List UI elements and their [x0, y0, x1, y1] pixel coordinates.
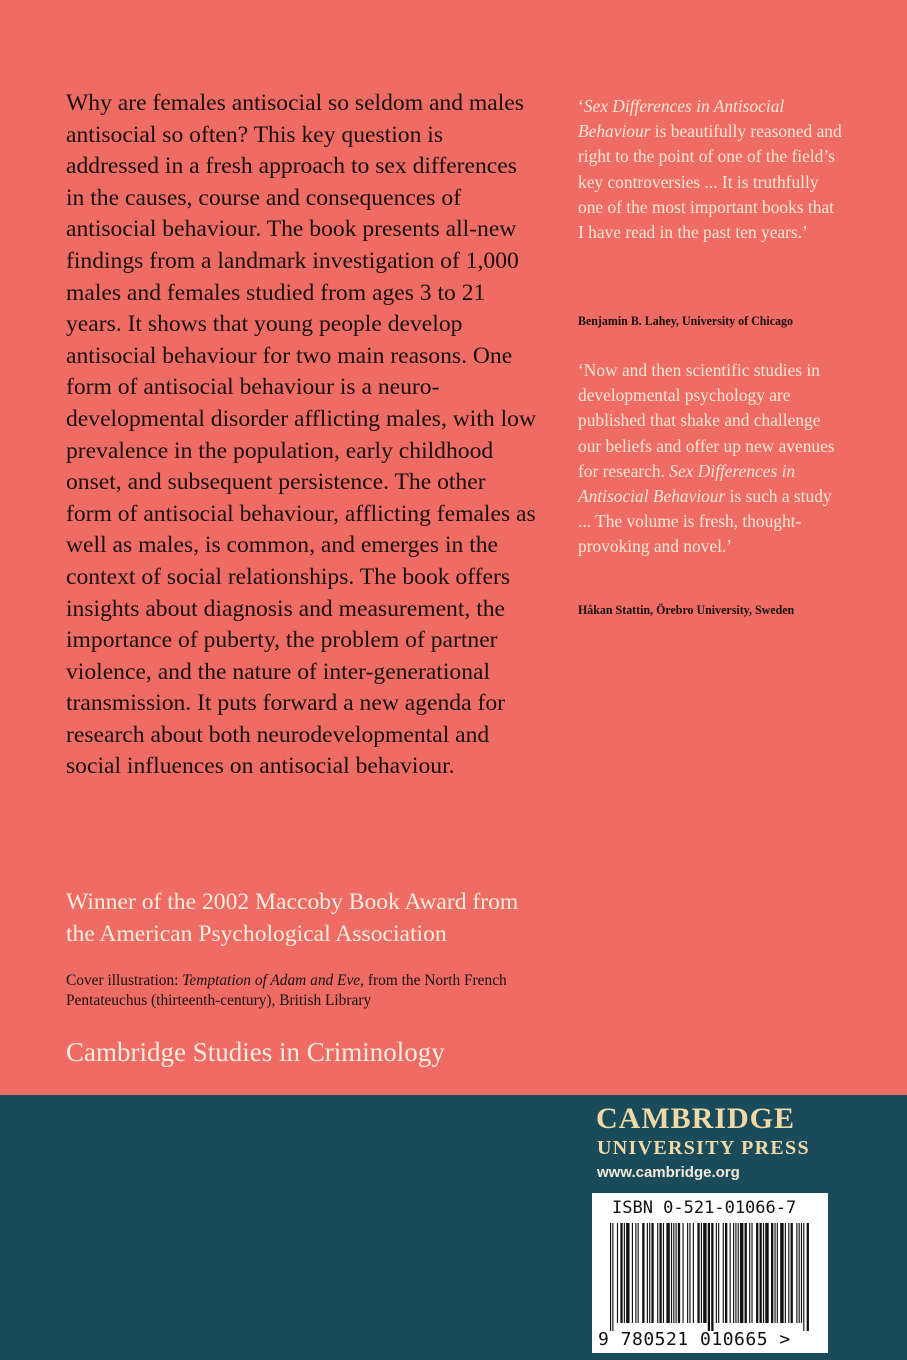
quote-book-title: Sex Differences in Antisocial Behaviour [578, 96, 785, 142]
award-line: Winner of the 2002 Maccoby Book Award from the American Psychological Association [66, 889, 519, 947]
publisher-footer [0, 1095, 907, 1360]
quote-book-title: Sex Differences in Antisocial Behaviour [578, 460, 796, 507]
cover-credit [66, 971, 536, 1011]
quote-text-after: is such a study ... The volume is fresh, thought-provoking and novel.’ [578, 486, 832, 557]
barcode-panel [592, 1193, 828, 1353]
quote-text: is beautifully reasoned and right to the point of one of the field’s key controversies ... It is truthfully one of the most important books that I have read in the past ten years.’ [578, 121, 842, 243]
publisher-name: CAMBRIDGE [596, 1102, 796, 1135]
cover-credit-title: Temptation of Adam and Eve, [182, 972, 364, 989]
cover-credit-prefix: Cover illustration: [66, 972, 183, 989]
quote-text-before: ‘Now and then scientific studies in developmental psychology are published that shake and challenge our beliefs and offer up new avenues for research. [578, 360, 835, 481]
review-quote-2 [578, 358, 844, 560]
publisher-subtitle: UNIVERSITY PRESS [597, 1137, 810, 1159]
series-title: Cambridge Studies in Criminology [66, 1037, 445, 1067]
cover-credit-suffix: from the North French Pentateuchus (thirteenth-century), British Library [66, 972, 507, 1009]
isbn-label: ISBN 0-521-01066-7 [612, 1198, 797, 1218]
quote-attribution-2: Håkan Stattin, Örebro University, Sweden [578, 602, 795, 617]
quote-open: ‘ [578, 96, 584, 116]
review-quote-1 [578, 94, 844, 245]
ean-label: 9 780521 010665 > [598, 1329, 791, 1350]
blurb-text: Why are females antisocial so seldom and males antisocial so often? This key question is addressed in a fresh approach to sex differences in the causes, course and consequences of antisocial behaviour. The book presents all-new findings from a landmark investigation of 1,000 males and females studied from ages 3 to 21 years. It shows that young people develop antisocial behaviour for two main reasons. One form of antisocial behaviour is a neuro-developmental disorder afflicting males, with low prevalence in the population, early childhood onset, and subsequent persistence. The other form of antisocial behaviour, afflicting females as well as males, is common, and emerges in the context of social relationships. The book offers insights about diagnosis and measurement, the importance of puberty, the problem of partner violence, and the nature of inter-generational transmission. It puts forward a new agenda for research about both neurodevelopmental and social influences on antisocial behaviour. [66, 90, 537, 780]
quote-attribution-1: Benjamin B. Lahey, University of Chicago [578, 313, 793, 328]
barcode-icon [606, 1223, 816, 1331]
publisher-website: www.cambridge.org [597, 1164, 740, 1181]
